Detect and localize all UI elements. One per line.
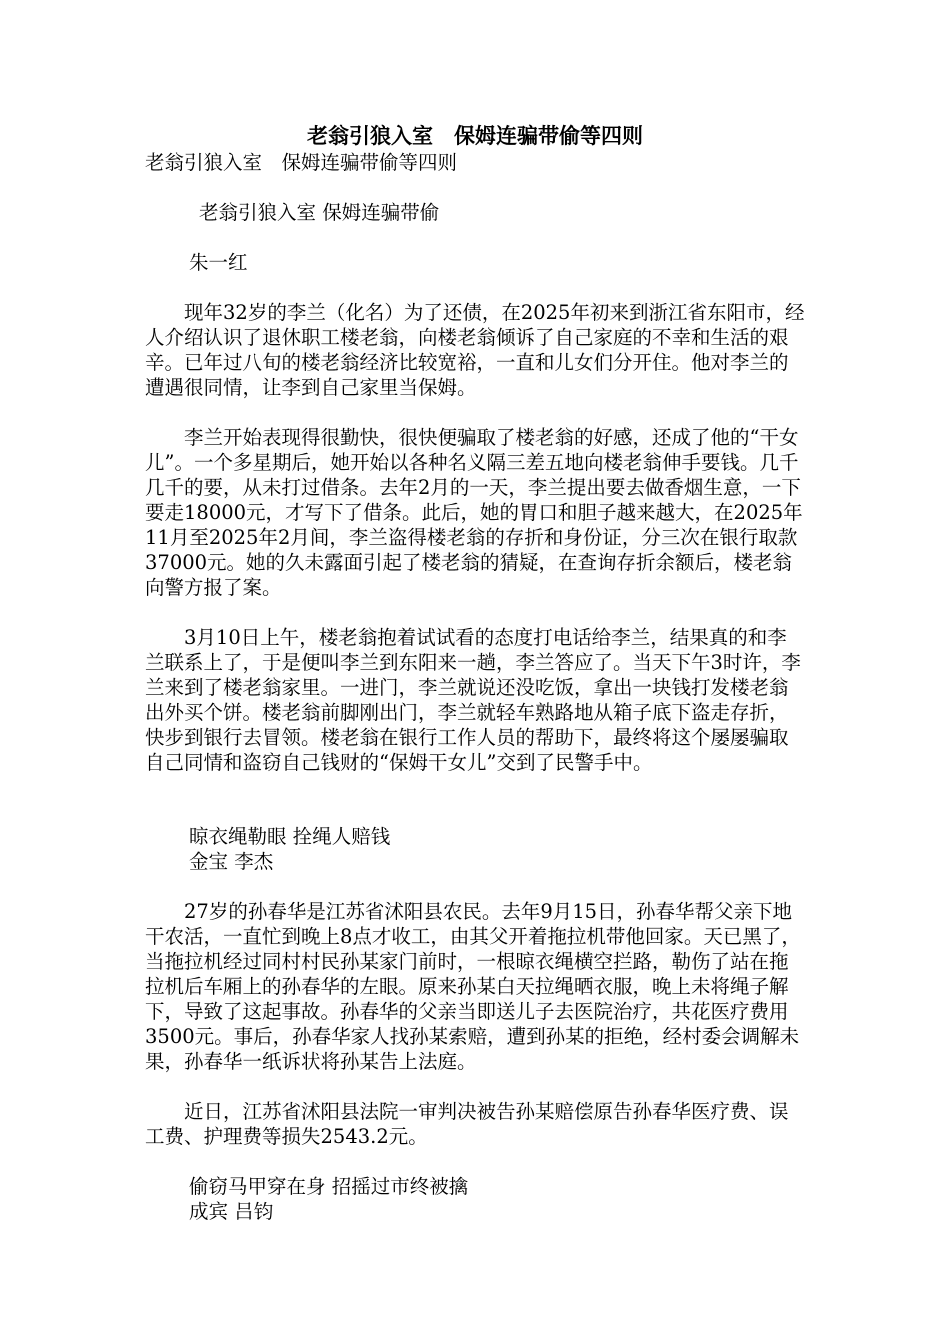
story2-paragraph-1: 27岁的孙春华是江苏省沭阳县农民。去年9月15日，孙春华帮父亲下地干农活，一直忙到晚上8点才收工，由其父开着拖拉机带他回家。天已黑了，当拖拉机经过同村村民孙某家门前时，一根晾衣绳横空拦路，勒伤了站在拖拉机后车厢上的孙春华的左眼。原来孙某白天拉绳晒衣服，晚上未将绳子解下，导致了这起事故。孙春华的父亲当即送儿子去医院治疗，共花医疗费用3500元。事后，孙春华家人找孙某索赔，遭到孙某的拒绝，经村委会调解未果，孙春华一纸诉状将孙某告上法庭。 xyxy=(145,900,801,1073)
story3-heading: 偷窃马甲穿在身 招摇过市终被擒 xyxy=(189,1175,469,1198)
story1-paragraph-3: 3月10日上午，楼老翁抱着试试看的态度打电话给李兰，结果真的和李兰联系上了，于是便叫李兰到东阳来一趟，李兰答应了。当天下午3时许，李兰来到了楼老翁家里。一进门，李兰就说还没吃饭，拿出一块钱打发楼老翁出外买个饼。楼老翁前脚刚出门，李兰就轻车熟路地从箱子底下盗走存折，快步到银行去冒领。楼老翁在银行工作人员的帮助下，最终将这个屡屡骗取自己同情和盗窃自己钱财的“保姆干女儿”交到了民警手中。 xyxy=(145,626,801,774)
story1-paragraph-2: 李兰开始表现得很勤快，很快便骗取了楼老翁的好感，还成了他的“干女儿”。一个多星期后，她开始以各种名义隔三差五地向楼老翁伸手要钱。几千几千的要，从未打过借条。去年2月的一天，李兰提出要去做香烟生意，一下要走18000元，才写下了借条。此后，她的胃口和胆子越来越大，在2025年11月至2025年2月间，李兰盗得楼老翁的存折和身份证，分三次在银行取款37000元。她的久未露面引起了楼老翁的猜疑，在查询存折余额后，楼老翁向警方报了案。 xyxy=(145,426,803,599)
story1-heading: 老翁引狼入室 保姆连骗带偷 xyxy=(199,201,440,224)
story2-paragraph-2: 近日，江苏省沭阳县法院一审判决被告孙某赔偿原告孙春华医疗费、误工费、护理费等损失2543.2元。 xyxy=(145,1100,789,1148)
story2-author: 金宝 李杰 xyxy=(189,850,274,873)
document-subtitle: 老翁引狼入室 保姆连骗带偷等四则 xyxy=(145,151,458,174)
story1-paragraph-1: 现年32岁的李兰（化名）为了还债，在2025年初来到浙江省东阳市，经人介绍认识了退休职工楼老翁，向楼老翁倾诉了自己家庭的不幸和生活的艰辛。已年过八旬的楼老翁经济比较宽裕，一直和儿女们分开住。他对李兰的遭遇很同情，让李到自己家里当保姆。 xyxy=(145,301,805,399)
document-title: 老翁引狼入室 保姆连骗带偷等四则 xyxy=(307,123,643,148)
story2-heading: 晾衣绳勒眼 拴绳人赔钱 xyxy=(189,825,391,848)
story3-author: 成宾 吕钧 xyxy=(189,1200,274,1223)
story1-author: 朱一红 xyxy=(189,251,248,274)
